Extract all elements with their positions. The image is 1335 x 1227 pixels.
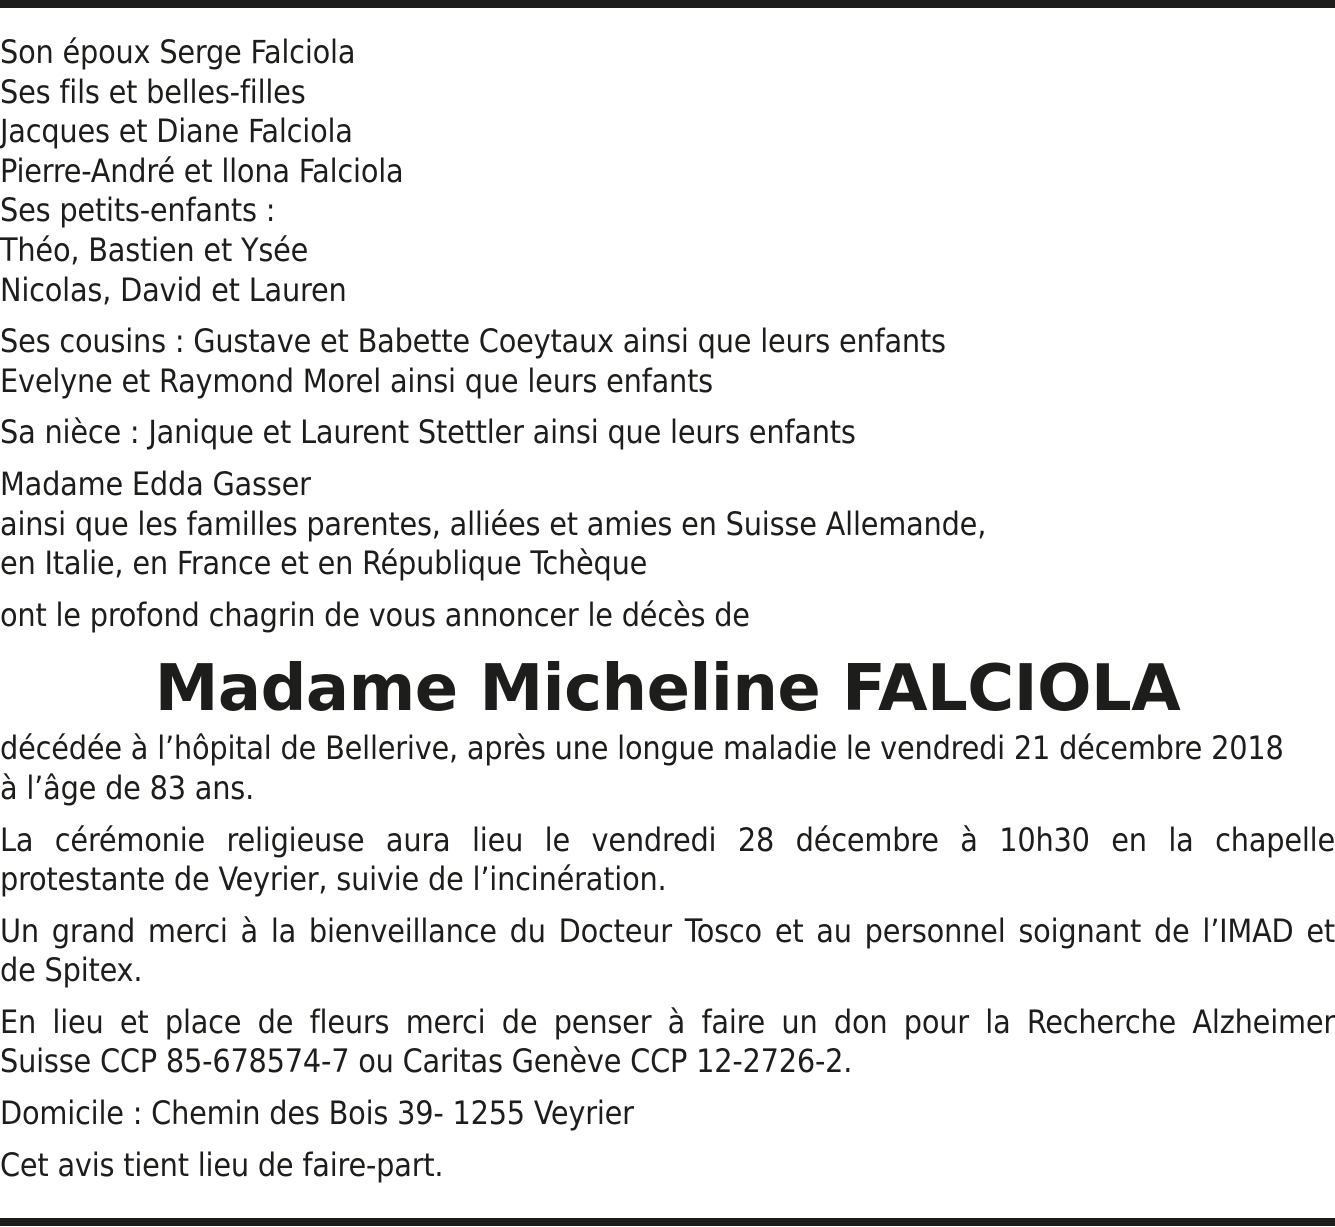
niece-line: Sa nièce : Janique et Laurent Stettler ainsi que leurs enfants — [0, 413, 856, 452]
family-line: Jacques et Diane Falciola — [0, 112, 353, 151]
death-details-block — [0, 729, 1335, 808]
others-block — [0, 465, 1335, 584]
family-line: Nicolas, David et Lauren — [0, 270, 347, 309]
family-line: Ses fils et belles-filles — [0, 72, 306, 111]
announcement-block — [0, 596, 1335, 636]
deceased-name: Madame Micheline FALCIOLA — [154, 652, 1181, 727]
closing-text: Cet avis tient lieu de faire-part. — [0, 1145, 444, 1184]
top-rule — [0, 0, 1335, 8]
others-line: en Italie, en France et en République Tchèque — [0, 544, 648, 583]
ceremony-line: La cérémonie religieuse aura lieu le vendredi 28 décembre à 10h30 en la chapelle — [0, 820, 1335, 859]
closing-block — [0, 1146, 1335, 1186]
cousins-line: Ses cousins : Gustave et Babette Coeytaux ainsi que leurs enfants — [0, 322, 946, 361]
thanks-block — [0, 912, 1335, 991]
others-line: ainsi que les familles parentes, alliées et amies en Suisse Allemande, — [0, 504, 987, 543]
death-details-line: décédée à l’hôpital de Bellerive, après une longue maladie le vendredi 21 décembre 2018 — [0, 729, 1284, 768]
domicile-block — [0, 1094, 1335, 1134]
death-details-line: à l’âge de 83 ans. — [0, 768, 255, 807]
donation-line: Suisse CCP 85-678574-7 ou Caritas Genève CCP 12-2726-2. — [0, 1042, 853, 1081]
family-line: Pierre-André et llona Falciola — [0, 151, 404, 190]
ceremony-line: protestante de Veyrier, suivie de l’incinération. — [0, 860, 667, 899]
ceremony-block — [0, 821, 1335, 900]
niece-block — [0, 413, 1335, 453]
family-line: Théo, Bastien et Ysée — [0, 230, 309, 269]
thanks-line: de Spitex. — [0, 951, 143, 990]
cousins-line: Evelyne et Raymond Morel ainsi que leurs enfants — [0, 361, 713, 400]
family-block — [0, 33, 1335, 310]
family-line: Ses petits-enfants : — [0, 191, 276, 230]
bottom-rule — [0, 1218, 1335, 1226]
others-line: Madame Edda Gasser — [0, 464, 311, 503]
family-line: Son époux Serge Falciola — [0, 33, 356, 71]
domicile-text: Domicile : Chemin des Bois 39- 1255 Veyrier — [0, 1094, 634, 1133]
announcement-text: ont le profond chagrin de vous annoncer le décès de — [0, 595, 750, 634]
donation-line: En lieu et place de fleurs merci de penser à faire un don pour la Recherche Alzheimer — [0, 1002, 1335, 1041]
cousins-block — [0, 322, 1335, 401]
thanks-line: Un grand merci à la bienveillance du Docteur Tosco et au personnel soignant de l’IMAD et — [0, 911, 1335, 950]
obituary-notice — [0, 33, 1335, 1185]
donation-block — [0, 1003, 1335, 1082]
